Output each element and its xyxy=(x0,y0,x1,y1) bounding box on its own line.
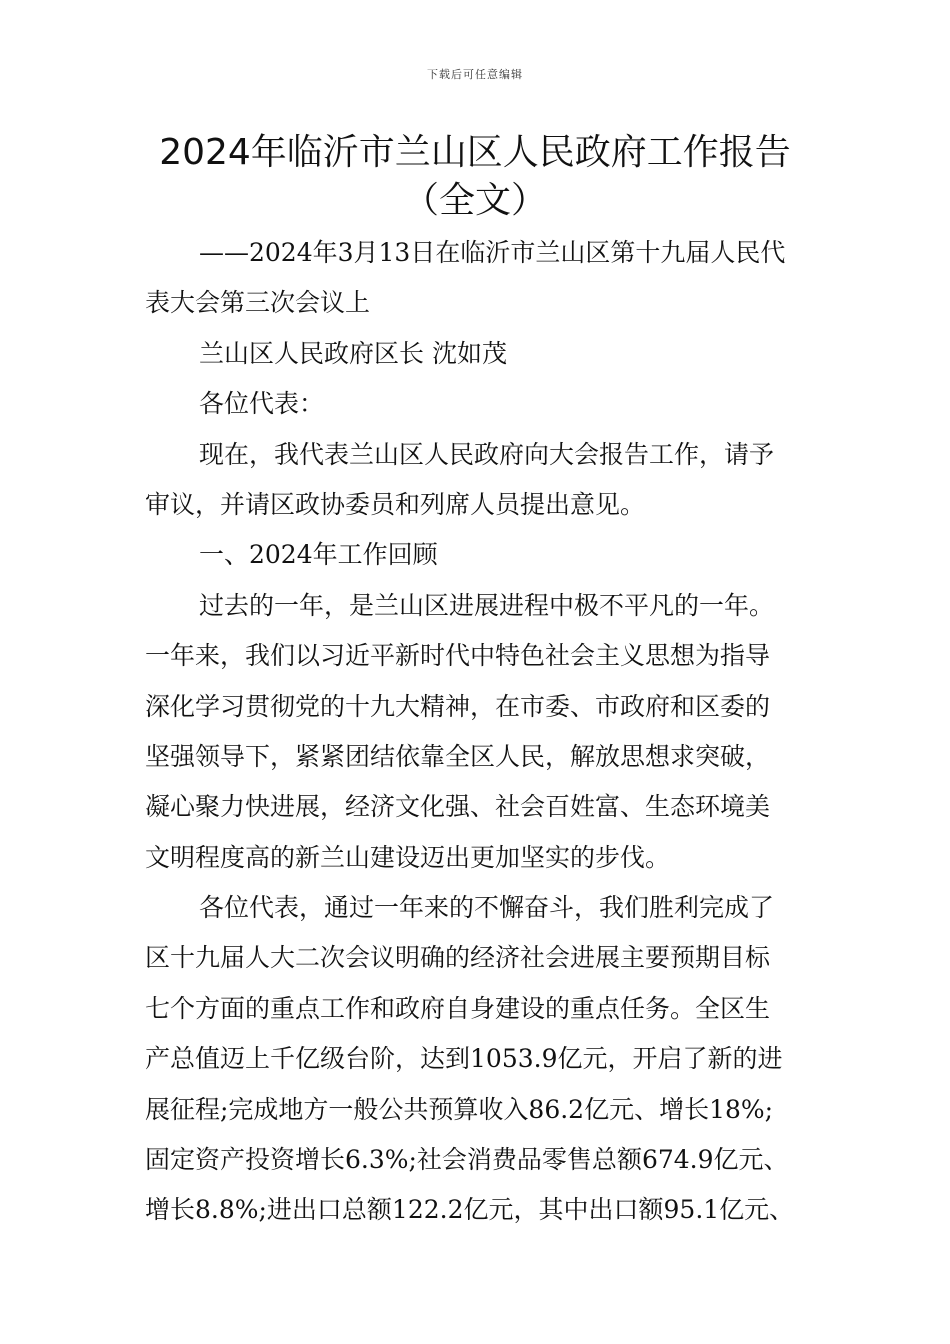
body-line: 审议，并请区政协委员和列席人员提出意见。 xyxy=(145,489,646,519)
document-body xyxy=(145,228,810,1236)
body-line: 固定资产投资增长6.3%;社会消费品零售总额674.9亿元、 xyxy=(145,1145,789,1175)
body-line: 各位代表： xyxy=(199,389,325,419)
body-line: 一、2024年工作回顾 xyxy=(199,540,438,570)
body-line: ——2024年3月13日在临沂市兰山区第十九届人民代 xyxy=(199,238,786,267)
body-line: 展征程;完成地方一般公共预算收入86.2亿元、增长18%; xyxy=(145,1094,774,1124)
body-line: 一年来，我们以习近平新时代中特色社会主义思想为指导 xyxy=(145,641,771,671)
body-line: 过去的一年，是兰山区进展进程中极不平凡的一年。 xyxy=(199,590,775,620)
body-line: 文明程度高的新兰山建设迈出更加坚实的步伐。 xyxy=(145,842,671,872)
body-line: 深化学习贯彻党的十九大精神，在市委、市政府和区委的 xyxy=(145,691,771,721)
document-title-suffix: （全文） xyxy=(402,180,547,221)
body-line: 现在，我代表兰山区人民政府向大会报告工作，请予 xyxy=(199,439,775,469)
body-line: 坚强领导下，紧紧团结依靠全区人民，解放思想求突破， xyxy=(145,741,771,771)
body-line: 区十九届人大二次会议明确的经济社会进展主要预期目标 xyxy=(145,943,771,973)
body-line: 产总值迈上千亿级台阶，达到1053.9亿元，开启了新的进 xyxy=(145,1044,783,1074)
header-note: 下载后可任意编辑 xyxy=(427,68,523,81)
body-line: 各位代表，通过一年来的不懈奋斗，我们胜利完成了 xyxy=(199,893,775,923)
body-line: 增长8.8%;进出口总额122.2亿元，其中出口额95.1亿元、 xyxy=(145,1195,795,1225)
body-line: 七个方面的重点工作和政府自身建设的重点任务。全区生 xyxy=(145,993,771,1023)
body-line: 兰山区人民政府区长 沈如茂 xyxy=(199,338,507,368)
body-line: 凝心聚力快进展，经济文化强、社会百姓富、生态环境美 xyxy=(145,792,771,822)
body-line: 表大会第三次会议上 xyxy=(145,288,371,318)
document-title: 2024年临沂市兰山区人民政府工作报告 xyxy=(159,132,791,173)
